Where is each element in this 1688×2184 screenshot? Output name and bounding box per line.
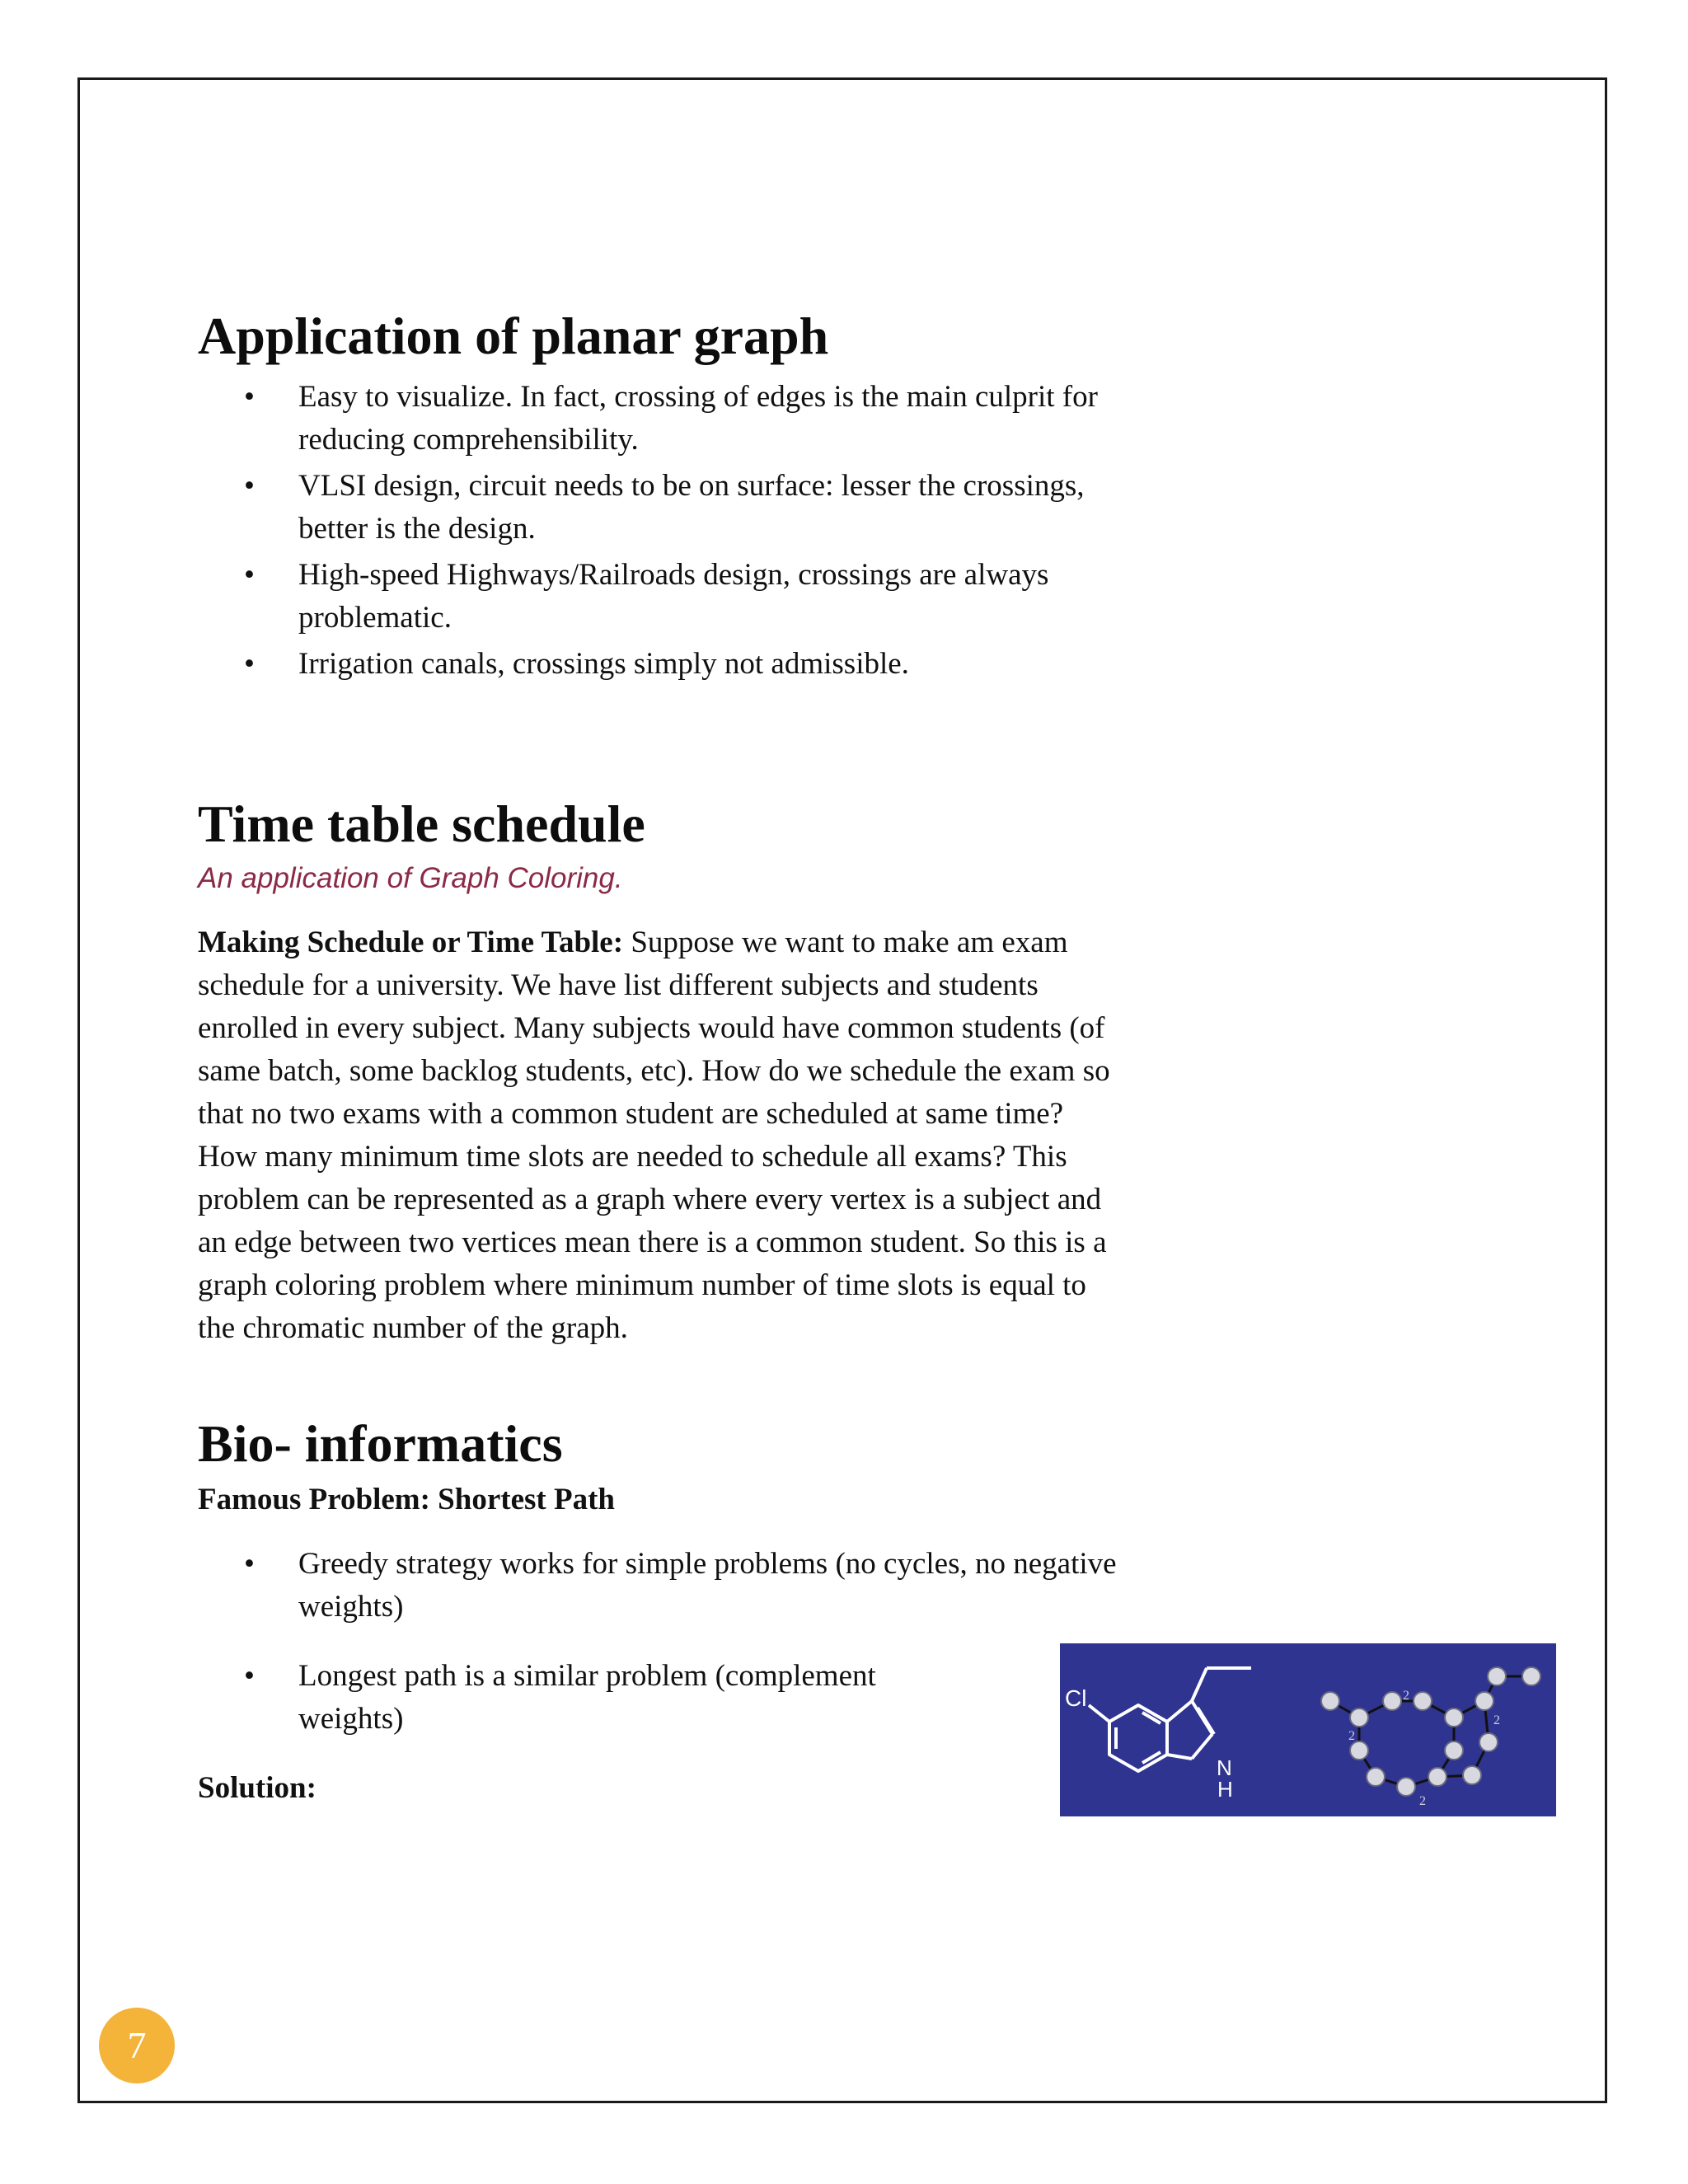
list-item (198, 1543, 1203, 1629)
list-item-line: weights) (298, 1590, 404, 1624)
edge-weight-label: 2 (1493, 1713, 1500, 1727)
list-item (198, 554, 1203, 640)
planar-graph-bullet-list (198, 376, 1203, 686)
paragraph-line: the chromatic number of the graph. (198, 1311, 628, 1345)
list-item-line: Greedy strategy works for simple problems (no cycles, no negative (298, 1547, 1117, 1581)
list-item-line: Easy to visualize. In fact, crossing of edges is the main culprit for (298, 380, 1098, 414)
list-item (198, 376, 1203, 462)
bullet-icon: • (244, 558, 255, 592)
paragraph-line: Suppose we want to make am exam (623, 926, 1068, 959)
paragraph-line: problem can be represented as a graph where every vertex is a subject and (198, 1183, 1102, 1216)
section-subtitle: An application of Graph Coloring. (198, 862, 623, 894)
list-item (198, 643, 1203, 686)
paragraph-line: schedule for a university. We have list different subjects and students (198, 968, 1039, 1002)
paragraph-lead: Making Schedule or Time Table: (198, 926, 624, 959)
list-item-line: Irrigation canals, crossings simply not admissible. (298, 647, 909, 681)
bullet-icon: • (244, 469, 255, 503)
paragraph-line: enrolled in every subject. Many subjects would have common students (of (198, 1011, 1105, 1045)
paragraph-line: an edge between two vertices mean there is a common student. So this is a (198, 1226, 1107, 1259)
bullet-icon: • (244, 380, 255, 414)
edge-weight-label: 2 (1419, 1794, 1426, 1808)
bullet-icon: • (244, 1547, 255, 1581)
atom-label-h: H (1217, 1777, 1233, 1802)
time-table-paragraph (198, 921, 1195, 1350)
section-subhead: Famous Problem: Shortest Path (198, 1483, 615, 1516)
list-item (198, 1655, 1203, 1741)
atom-label-n: N (1217, 1755, 1232, 1780)
paragraph-line: same batch, some backlog students, etc). How do we schedule the exam so (198, 1054, 1110, 1088)
list-item-line: Longest path is a similar problem (complement (298, 1659, 876, 1693)
paragraph-line: graph coloring problem where minimum number of time slots is equal to (198, 1268, 1086, 1302)
molecule-graph-figure (1060, 1643, 1556, 1816)
section-title-planar-graph: Application of planar graph (198, 307, 829, 365)
atom-label-cl: Cl (1065, 1685, 1087, 1711)
section-title-bio-informatics: Bio- informatics (198, 1414, 563, 1473)
list-item-line: High-speed Highways/Railroads design, crossings are always (298, 558, 1049, 592)
edge-weight-label: 2 (1403, 1689, 1409, 1703)
paragraph-line: How many minimum time slots are needed to schedule all exams? This (198, 1140, 1067, 1174)
page-number-badge: 7 (99, 2008, 175, 2083)
bio-informatics-bullet-list (198, 1543, 1203, 1741)
edge-weight-label: 2 (1348, 1729, 1355, 1743)
page-content (198, 305, 1203, 1810)
list-item (198, 465, 1203, 551)
bullet-icon: • (244, 647, 255, 681)
section-title-time-table: Time table schedule (198, 794, 645, 853)
bullet-icon: • (244, 1659, 255, 1693)
figure-background (1060, 1643, 1556, 1816)
paragraph-line: that no two exams with a common student are scheduled at same time? (198, 1097, 1064, 1131)
solution-label: Solution: (198, 1771, 316, 1805)
list-item-line: weights) (298, 1702, 404, 1736)
list-item-line: problematic. (298, 601, 452, 635)
list-item-line: reducing comprehensibility. (298, 423, 639, 457)
list-item-line: VLSI design, circuit needs to be on surface: lesser the crossings, (298, 469, 1085, 503)
list-item-line: better is the design. (298, 512, 536, 546)
